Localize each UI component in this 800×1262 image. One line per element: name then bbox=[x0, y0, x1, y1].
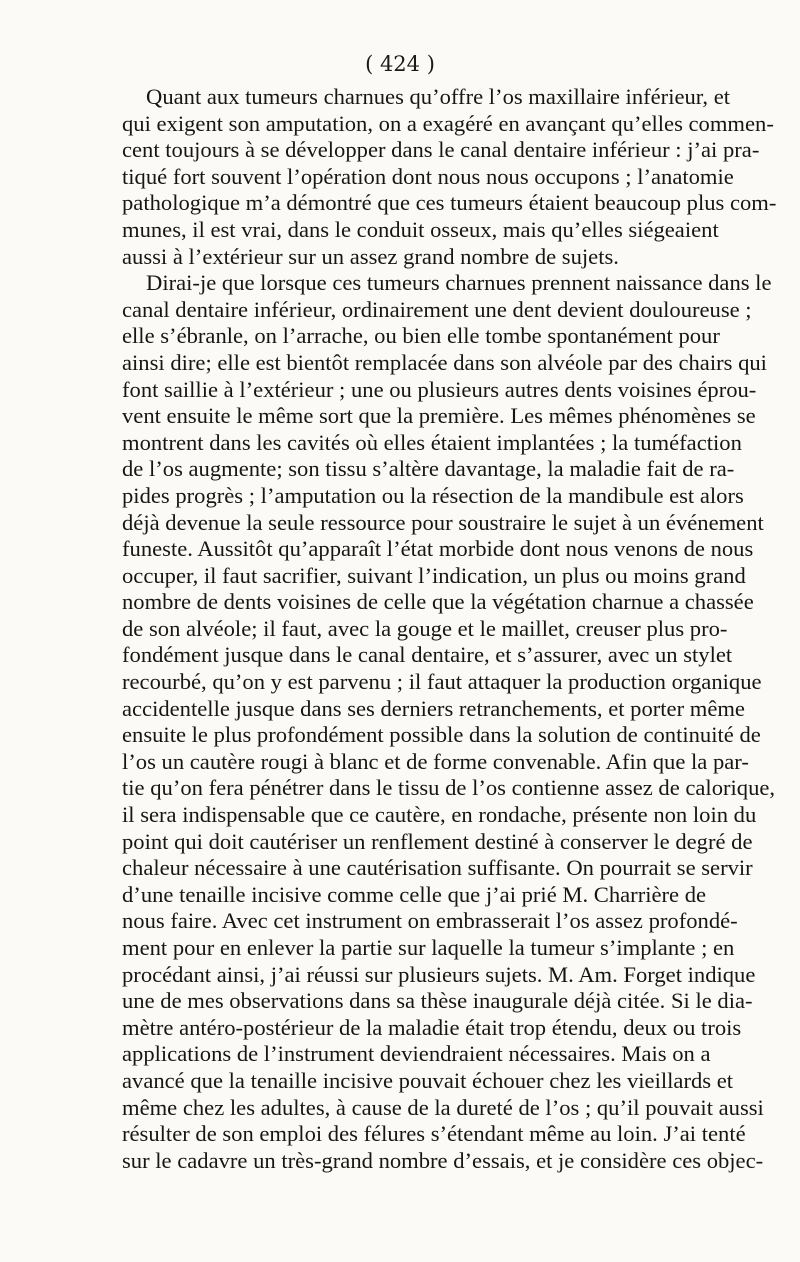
paragraph bbox=[122, 84, 777, 270]
text-line: montrent dans les cavités où elles étaient implantées ; la tuméfaction bbox=[122, 429, 742, 455]
text-line: résulter de son emploi des félures s’étendant même au loin. J’ai tenté bbox=[122, 1121, 746, 1147]
text-line: occuper, il faut sacrifier, suivant l’indication, un plus ou moins grand bbox=[122, 562, 746, 588]
text-line: accidentelle jusque dans ses derniers retranchements, et porter même bbox=[122, 695, 745, 721]
text-line: il sera indispensable que ce cautère, en rondache, présente non loin du bbox=[122, 802, 757, 828]
text-line: funeste. Aussitôt qu’apparaît l’état morbide dont nous venons de nous bbox=[122, 536, 754, 562]
text-line: font saillie à l’extérieur ; une ou plusieurs autres dents voisines éprou- bbox=[122, 376, 757, 402]
text-line: vent ensuite le même sort que la première. Les mêmes phénomènes se bbox=[122, 403, 756, 429]
text-line: chaleur nécessaire à une cautérisation suffisante. On pourrait se servir bbox=[122, 855, 753, 881]
text-line: même chez les adultes, à cause de la dureté de l’os ; qu’il pouvait aussi bbox=[122, 1094, 764, 1120]
text-line: qui exigent son amputation, on a exagéré en avançant qu’elles commen- bbox=[122, 110, 774, 136]
text-line: cent toujours à se développer dans le canal dentaire inférieur : j’ai pra- bbox=[122, 137, 760, 163]
text-line: recourbé, qu’on y est parvenu ; il faut attaquer la production organique bbox=[122, 669, 762, 695]
text-line: Quant aux tumeurs charnues qu’offre l’os maxillaire inférieur, et bbox=[146, 84, 731, 109]
text-line: déjà devenue la seule ressource pour soustraire le sujet à un événement bbox=[122, 509, 764, 535]
text-line: pides progrès ; l’amputation ou la résection de la mandibule est alors bbox=[122, 482, 744, 508]
body-text bbox=[122, 84, 777, 1174]
text-line: point qui doit cautériser un renflement destiné à conserver le degré de bbox=[122, 828, 753, 854]
text-line: fondément jusque dans le canal dentaire, et s’assurer, avec un stylet bbox=[122, 642, 733, 668]
text-line: avancé que la tenaille incisive pouvait échouer chez les vieillards et bbox=[122, 1067, 734, 1093]
text-line: nombre de dents voisines de celle que la végétation charnue a chassée bbox=[122, 589, 754, 615]
page-number: ( 424 ) bbox=[365, 52, 435, 76]
text-line: mètre antéro-postérieur de la maladie était trop étendu, deux ou trois bbox=[122, 1014, 742, 1040]
text-line: de son alvéole; il faut, avec la gouge et le maillet, creuser plus pro- bbox=[122, 615, 728, 641]
text-line: nous faire. Avec cet instrument on embrasserait l’os assez profondé- bbox=[122, 908, 738, 934]
text-line: canal dentaire inférieur, ordinairement une dent devient douloureuse ; bbox=[122, 296, 752, 322]
text-line: tiqué fort souvent l’opération dont nous nous occupons ; l’anatomie bbox=[122, 163, 734, 189]
text-line: sur le cadavre un très-grand nombre d’essais, et je considère ces objec- bbox=[122, 1147, 764, 1173]
text-line: de l’os augmente; son tissu s’altère davantage, la maladie fait de ra- bbox=[122, 456, 735, 482]
text-line: tie qu’on fera pénétrer dans le tissu de l’os contienne assez de calorique, bbox=[122, 775, 776, 801]
text-line: l’os un cautère rougi à blanc et de forme convenable. Afin que la par- bbox=[122, 748, 749, 774]
text-line: ment pour en enlever la partie sur laquelle la tumeur s’implante ; en bbox=[122, 935, 735, 960]
text-line: munes, il est vrai, dans le conduit osseux, mais qu’elles siégeaient bbox=[122, 216, 719, 242]
text-line: procédant ainsi, j’ai réussi sur plusieurs sujets. M. Am. Forget indique bbox=[122, 961, 756, 987]
text-line: une de mes observations dans sa thèse inaugurale déjà citée. Si le dia- bbox=[122, 988, 753, 1014]
text-line: elle s’ébranle, on l’arrache, ou bien elle tombe spontanément pour bbox=[122, 323, 720, 349]
text-line: aussi à l’extérieur sur un assez grand nombre de sujets. bbox=[122, 243, 619, 269]
text-line: applications de l’instrument deviendraient nécessaires. Mais on a bbox=[122, 1041, 711, 1067]
text-line: Dirai-je que lorsque ces tumeurs charnues prennent naissance dans le bbox=[146, 270, 772, 296]
text-line: ensuite le plus profondément possible dans la solution de continuité de bbox=[122, 722, 761, 748]
paragraph bbox=[122, 270, 776, 1174]
text-line: d’une tenaille incisive comme celle que j’ai prié M. Charrière de bbox=[122, 881, 707, 907]
text-line: pathologique m’a démontré que ces tumeurs étaient beaucoup plus com- bbox=[122, 190, 777, 216]
text-line: ainsi dire; elle est bientôt remplacée dans son alvéole par des chairs qui bbox=[122, 349, 767, 375]
